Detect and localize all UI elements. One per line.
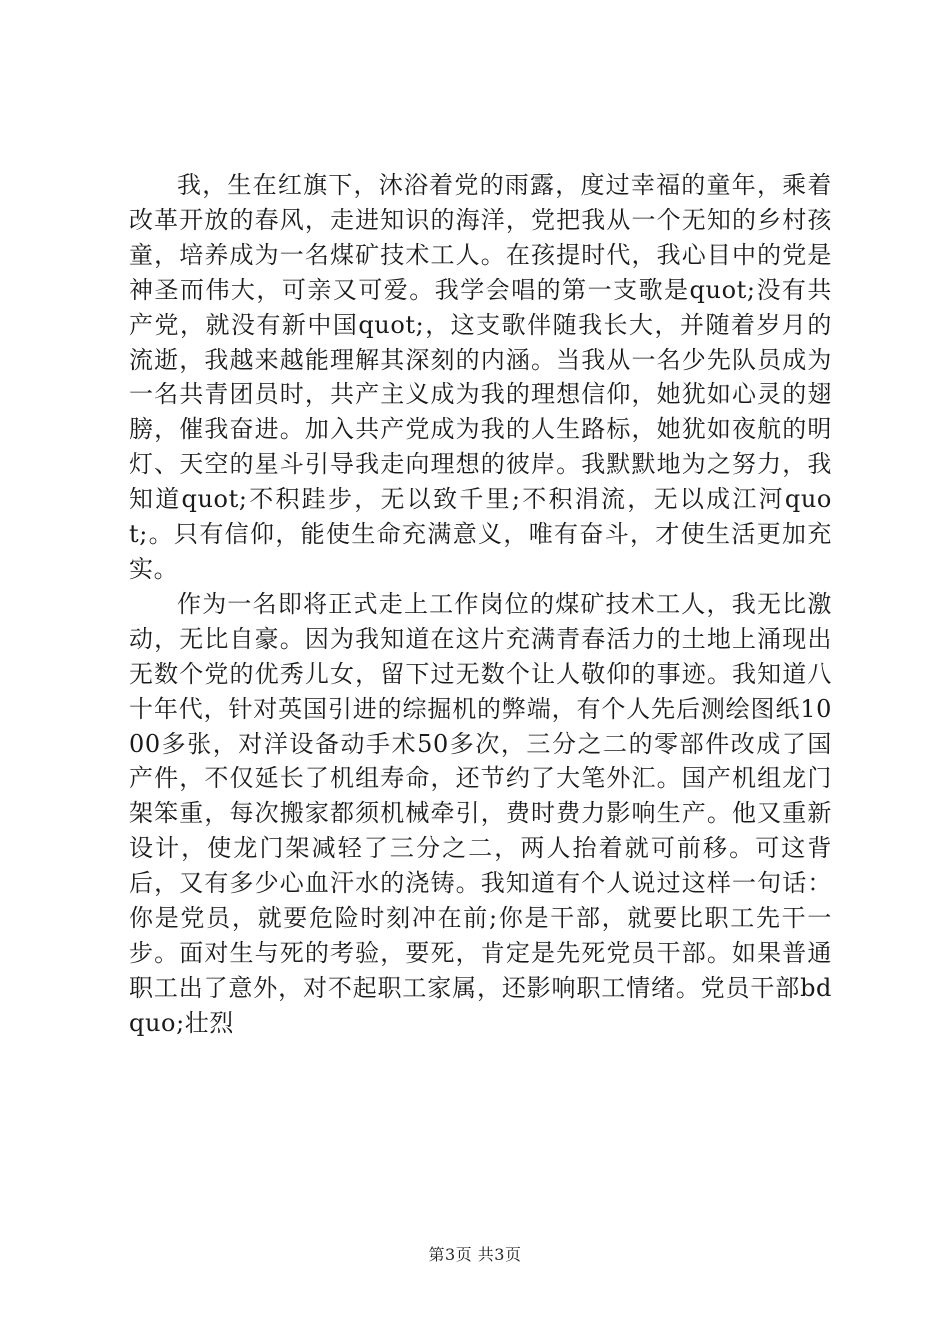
paragraph-2: 作为一名即将正式走上工作岗位的煤矿技术工人，我无比激动，无比自豪。因为我知道在这片充满青春活力的土地上涌现出无数个党的优秀儿女，留下过无数个让人敬仰的事迹。我知道八十年代，针对英国引进的综掘机的弊端，有个人先后测绘图纸1000多张，对洋设备动手术50多次，三分之二的零部件改成了国产件，不仅延长了机组寿命，还节约了大笔外汇。国产机组龙门架笨重，每次搬家都须机械牵引，费时费力影响生产。他又重新设计，使龙门架减轻了三分之二，两人抬着就可前移。可这背后，又有多少心血汗水的浇铸。我知道有个人说过这样一句话：你是党员，就要危险时刻冲在前;你是干部，就要比职工先干一步。面对生与死的考验，要死，肯定是先死党员干部。如果普通职工出了意外，对不起职工家属，还影响职工情绪。党员干部bdquo;壮烈 <box>129 589 832 1037</box>
paragraph-1: 我，生在红旗下，沐浴着党的雨露，度过幸福的童年，乘着改革开放的春风，走进知识的海洋，党把我从一个无知的乡村孩童，培养成为一名煤矿技术工人。在孩提时代，我心目中的党是神圣而伟大，可亲又可爱。我学会唱的第一支歌是quot;没有共产党，就没有新中国quot;，这支歌伴随我长大，并随着岁月的流逝，我越来越能理解其深刻的内涵。当我从一名少先队员成为一名共青团员时，共产主义成为我的理想信仰，她犹如心灵的翅膀，催我奋进。加入共产党成为我的人生路标，她犹如夜航的明灯、天空的星斗引导我走向理想的彼岸。我默默地为之努力，我知道quot;不积跬步，无以致千里;不积涓流，无以成江河quot;。只有信仰，能使生命充满意义，唯有奋斗，才使生活更加充实。 <box>129 171 832 583</box>
body-text <box>129 168 832 1041</box>
page-number-footer: 第3页 共3页 <box>428 1245 522 1264</box>
